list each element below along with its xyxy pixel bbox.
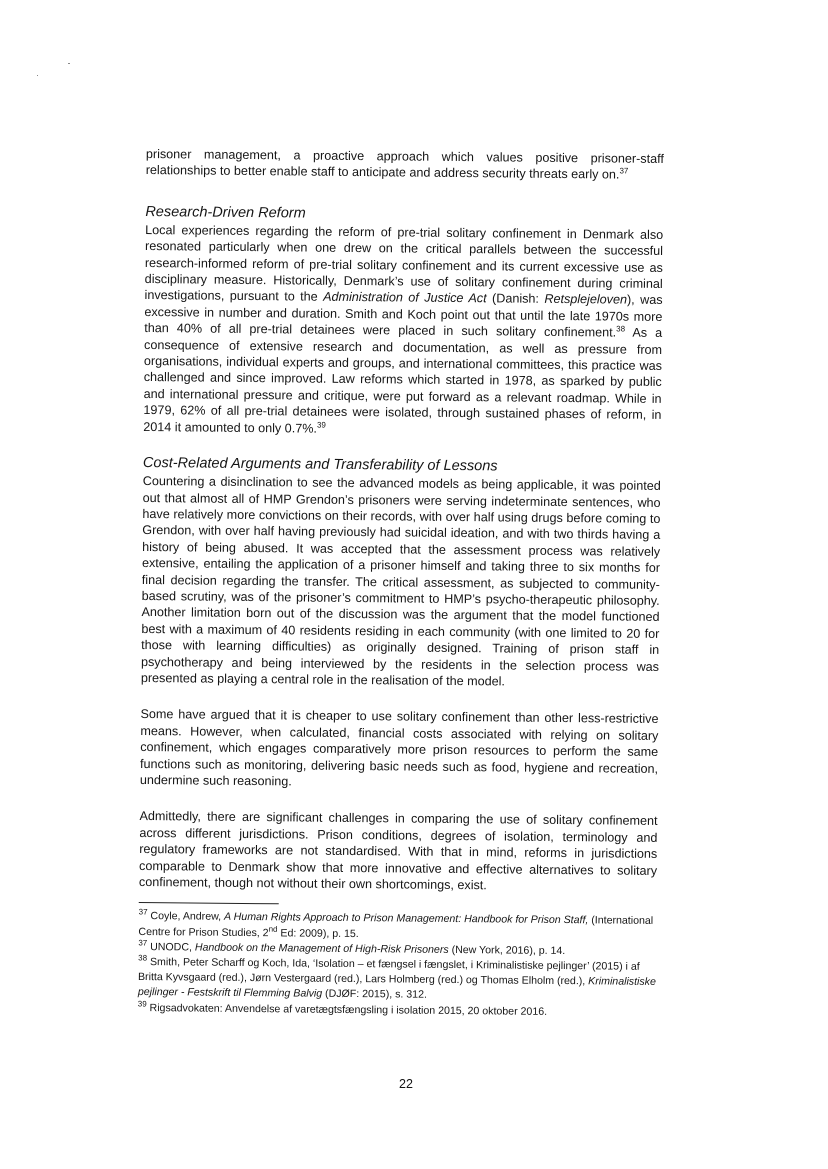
section-heading-research-driven-reform: Research-Driven Reform bbox=[145, 203, 306, 222]
footnote-ref[interactable]: 37 bbox=[619, 166, 629, 176]
footnote-39: $^{39}$ Rigsadvokaten: Anvendelse af varetægtsfængsling i isolation 2015, 20 oktober 2016. bbox=[137, 999, 548, 1018]
paragraph-jurisdiction-challenges: Admittedly, there are significant challenges in comparing the use of solitary confinement across different jurisdictions. Prison conditions, degrees of isolation, terminology and regulatory frameworks are not standardised. With that in mind, reforms in jurisdictions comparable to Denmark show that more innovative and effective alternatives to solitary confinement, though not without their own shortcomings, exist. bbox=[138, 809, 658, 893]
footnote-separator bbox=[139, 902, 279, 904]
page-number: 22 bbox=[399, 1077, 413, 1091]
document-page bbox=[138, 146, 664, 1021]
footnote-37: $^{37}$ Coyle, Andrew, A Human Rights Approach to Prison Management: Handbook for Prison Staff, (International Centre for Prison Studies, 2nd Ed: 2009), p. 15. bbox=[138, 907, 654, 940]
paragraph-grendon-models: Countering a disinclination to see the advanced models as being applicable, it was pointed out that almost all of HMP Grendon’s prisoners were serving indeterminate sentences, who have relatively more convictions on their records, with over half using drugs before coming to Grendon, with over half having previously had suicidal ideation, and with two thirds having a history of being abused. It was accepted that the assessment process was relatively extensive, entailing the application of a prisoner himself and taking three to six months for final decision regarding the transfer. The critical assessment, as subjected to community-based scrutiny, was of the prisoner’s commitment to HMP’s psycho-therapeutic philosophy. Another limitation born out of the discussion was the argument that the model functioned best with a maximum of 40 residents residing in each community (with one limited to 20 for those with learning difficulties) as originally designed. Training of prison staff in psychotherapy and being interviewed by the residents in the selection process was presented as playing a central role in the realisation of the model. bbox=[140, 474, 661, 689]
paragraph-research-driven-reform: Local experiences regarding the reform of pre-trial solitary confinement in Denmark also resonated particularly when one drew on the critical parallels between the successful research-informed reform of pre-trial solitary confinement and its current excessive use as disciplinary measure. Historically, Denmark’s use of solitary confinement during criminal investigations, pursuant to the Administration of Justice Act (Danish: Retsplejeloven), was excessive in number and duration. Smith and Koch point out that until the late 1970s more than 40% of all pre-trial detainees were placed in such solitary confinement.$^{38}$ As a consequence of extensive research and documentation, as well as pressure from organisations, individual experts and groups, and international committees, this practice was challenged and since improved. Law reforms which started in 1978, as sparked by public and international pressure and critique, were put forward as a relevant roadmap. While in 1979, 62% of all pre-trial detainees were isolated, through sustained phases of reform, in 2014 it amounted to only 0.7%.$^{39}$ bbox=[143, 222, 664, 436]
scan-speck bbox=[68, 63, 70, 64]
section-heading-cost-related-arguments: Cost-Related Arguments and Transferability of Lessons bbox=[142, 455, 498, 475]
scan-speck bbox=[37, 75, 38, 76]
footnote-ref[interactable]: 39 bbox=[316, 420, 326, 430]
footnote-38: $^{38}$ Smith, Peter Scharff og Koch, Ida, ‘Isolation – et fængsel i fængslet, i Kriminalistiske pejlinger’ (2015) i af Britta Kyvsgaard (red.), Jørn Vestergaard (red.), Lars Holmberg (red.) og Thomas Elholm (red.), Kriminalistiske pejlinger - Festskrift til Flemming Balvig (DJØF: 2015), s. 312. bbox=[137, 953, 656, 1002]
paragraph-intro: prisoner management, a proactive approach which values positive prisoner-staff relationships to better enable staff to anticipate and address security threats early on.$^{37}$ bbox=[145, 146, 664, 182]
footnote-ref[interactable]: 38 bbox=[616, 324, 626, 334]
footnote-37-unodc: $^{37}$ UNODC, Handbook on the Management of High-Risk Prisoners (New York, 2016), p. 14. bbox=[138, 938, 566, 957]
paragraph-cost-arguments: Some have argued that it is cheaper to use solitary confinement than other less-restrictive means. However, when calculated, financial costs associated with relying on solitary confinement, which engages comparatively more prison resources to perform the same functions such as monitoring, delivering basic needs such as food, hygiene and recreation, undermine such reasoning. bbox=[139, 707, 659, 789]
footnotes bbox=[138, 909, 657, 1020]
